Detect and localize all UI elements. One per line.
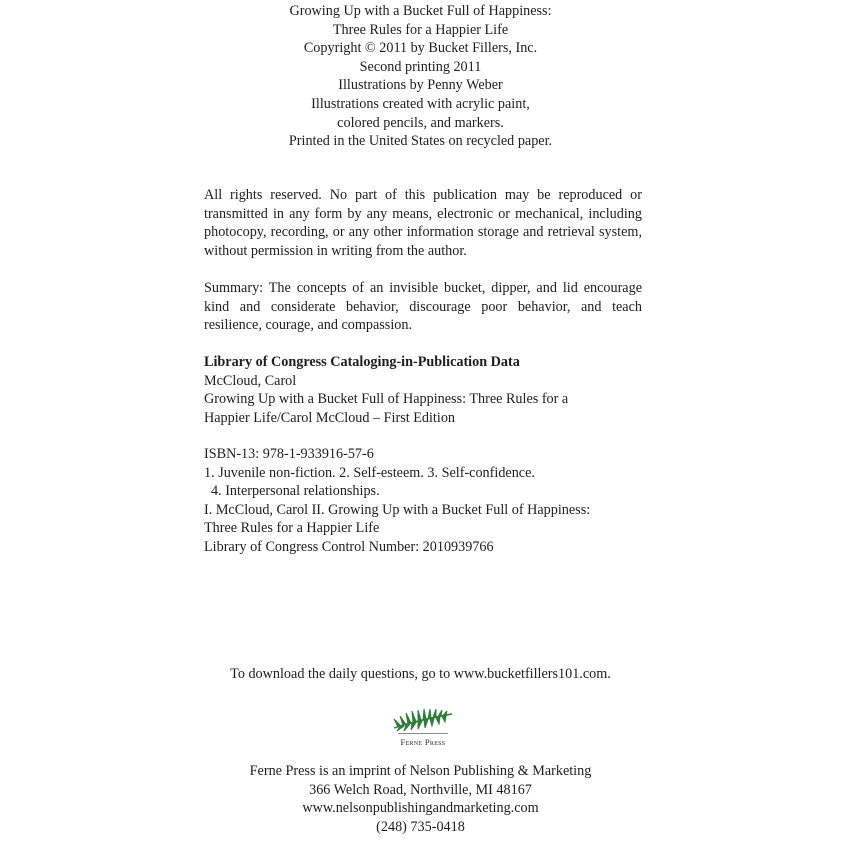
printed-line: Printed in the United States on recycled paper.: [288, 133, 553, 150]
address-line: 366 Welch Road, Northville, MI 48167: [309, 781, 532, 798]
phone-line: (248) 735-0418: [376, 818, 465, 835]
summary-paragraph: Summary: The concepts of an invisible bucket, dipper, and lid encourage kind and considerate behavior, discourage poor behavior, and teach resilience, courage, and compassion.: [204, 280, 642, 334]
copyright-line: Copyright © 2011 by Bucket Fillers, Inc.: [303, 40, 538, 57]
entries-line-1: I. McCloud, Carol II. Growing Up with a Bucket Full of Happiness:: [204, 501, 591, 518]
book-title-line-1: Growing Up with a Bucket Full of Happiness:: [289, 3, 552, 19]
book-title-line-2: Three Rules for a Happier Life: [332, 21, 509, 38]
isbn-block: [204, 445, 642, 557]
logo-label: Ferne Press: [400, 737, 446, 747]
logo-rule: [398, 733, 448, 734]
title-credits-block: [0, 2, 841, 151]
entries-line-2: Three Rules for a Happier Life: [204, 520, 380, 537]
cip-title-line-1: Growing Up with a Bucket Full of Happiness: Three Rules for a: [204, 391, 569, 408]
lccn-line: Library of Congress Control Number: 2010939766: [204, 538, 494, 555]
subjects-line-1: 1. Juvenile non-fiction. 2. Self-esteem. 3. Self-confidence.: [204, 464, 535, 481]
media-line-2: colored pencils, and markers.: [337, 114, 504, 131]
imprint-line: Ferne Press is an imprint of Nelson Publishing & Marketing: [249, 763, 592, 779]
website-line: www.nelsonpublishingandmarketing.com: [302, 800, 539, 817]
subjects-line-2: 4. Interpersonal relationships.: [211, 483, 380, 500]
illustrator-line: Illustrations by Penny Weber: [338, 77, 503, 94]
cip-author: McCloud, Carol: [204, 372, 297, 389]
cip-block: [204, 353, 642, 427]
printing-line: Second printing 2011: [359, 58, 482, 75]
publisher-info: [0, 762, 841, 836]
publisher-logo: [388, 706, 458, 752]
isbn-line: ISBN-13: 978-1-933916-57-6: [204, 446, 374, 462]
fern-leaf-icon: [388, 706, 458, 732]
cip-heading: Library of Congress Cataloging-in-Publication Data: [204, 354, 520, 370]
media-line-1: Illustrations created with acrylic paint,: [311, 95, 530, 112]
cip-title-line-2: Happier Life/Carol McCloud – First Edition: [204, 409, 456, 426]
rights-paragraph: All rights reserved. No part of this publication may be reproduced or transmitted in any form by any means, electronic or mechanical, including photocopy, recording, or any other information storage and retrieval system, without permission in writing from the author.: [204, 187, 642, 259]
download-note: To download the daily questions, go to www.bucketfillers101.com.: [230, 666, 611, 682]
